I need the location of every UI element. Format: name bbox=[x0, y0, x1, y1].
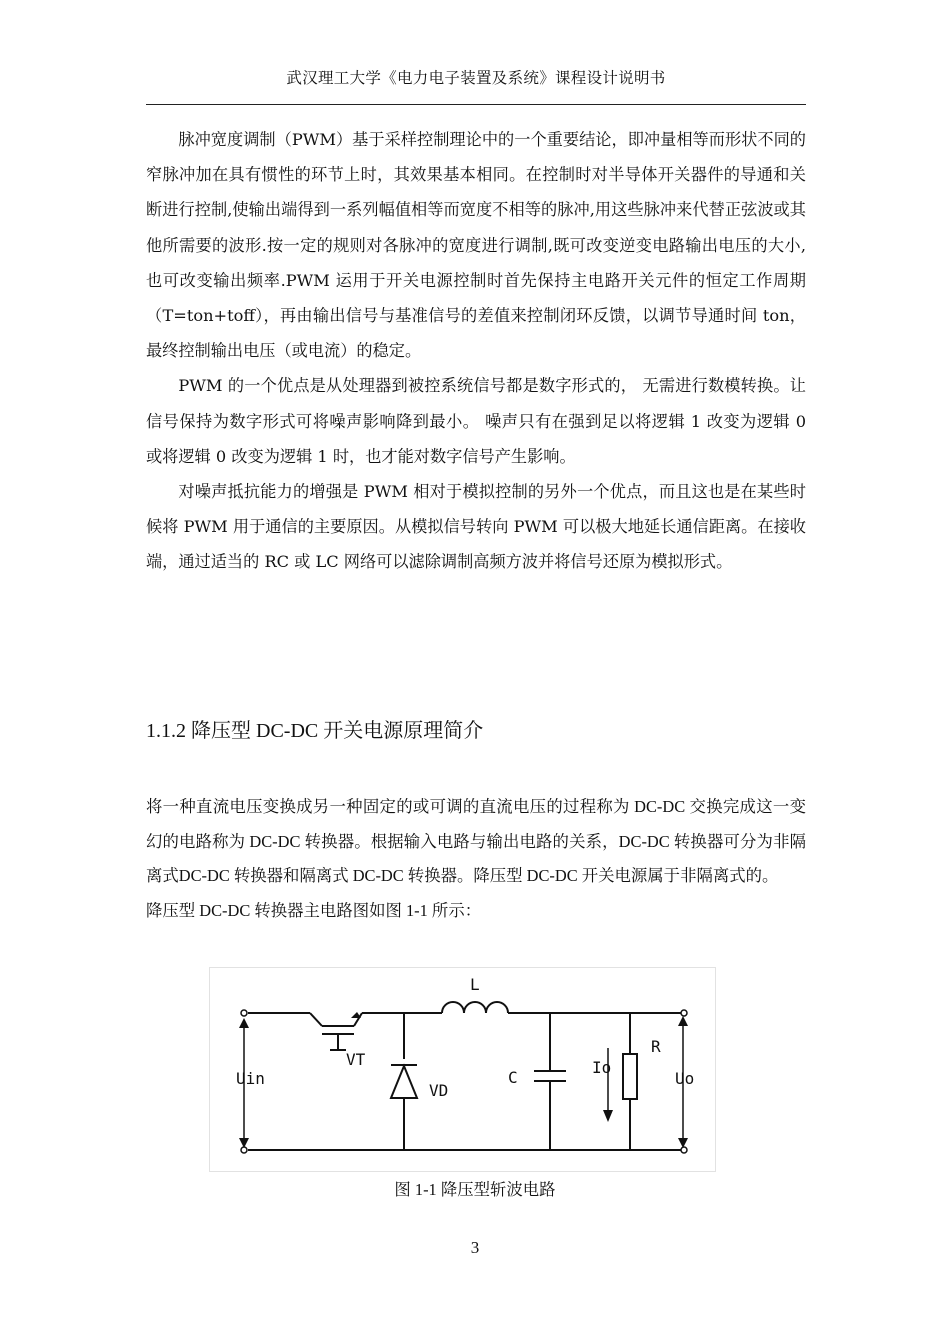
label-input-voltage: Uin bbox=[236, 1069, 265, 1088]
label-inductor: L bbox=[470, 975, 480, 994]
circuit-figure bbox=[209, 967, 716, 1172]
header-rule bbox=[146, 104, 806, 105]
label-capacitor: C bbox=[508, 1068, 518, 1087]
current-io-arrowhead bbox=[603, 1110, 613, 1122]
label-output-voltage: Uo bbox=[675, 1069, 695, 1088]
paragraph-pwm-intro: 脉冲宽度调制（PWM）基于采样控制理论中的一个重要结论，即冲量相等而形状不同的窄脉冲加在具有惯性的环节上时，其效果基本相同。在控制时对半导体开关器件的导通和关断进行控制,使输出端得到一系列幅值相等而宽度不相等的脉冲,用这些脉冲来代替正弦波或其他所需要的波形.按一定的规则对各脉冲的宽度进行调制,既可改变逆变电路输出电压的大小,也可改变输出频率.PWM 运用于开关电源控制时首先保持主电路开关元件的恒定工作周期（T=ton+toff），再由输出信号与基准信号的差值来控制闭环反馈，以调节导通时间 ton，最终控制输出电压（或电流）的稳定。 bbox=[146, 130, 806, 361]
buck-circuit-diagram bbox=[210, 968, 715, 1171]
paragraph-dcdc-intro: 将一种直流电压变换成另一种固定的或可调的直流电压的过程称为 DC-DC 交换完成这一变幻的电路称为 DC-DC 转换器。根据输入电路与输出电路的关系，DC-DC 转换器可分为非隔离式DC-DC 转换器和隔离式 DC-DC 转换器。降压型 DC-DC 开关电源属于非隔离式的。 bbox=[146, 797, 806, 886]
page-number: 3 bbox=[470, 1238, 480, 1257]
transistor-emitter-arrow bbox=[351, 1012, 361, 1018]
terminal-out-bottom bbox=[681, 1147, 687, 1153]
uin-arrowhead-top bbox=[239, 1018, 249, 1028]
paragraph-pwm-digital: PWM 的一个优点是从处理器到被控系统信号都是数字形式的， 无需进行数模转换。让信号保持为数字形式可将噪声影响降到最小。 噪声只有在强到足以将逻辑 1 改变为逻辑 0 或将逻辑 0 改变为逻辑 1 时，也才能对数字信号产生影响。 bbox=[146, 376, 806, 466]
paragraph-pwm-noise: 对噪声抵抗能力的增强是 PWM 相对于模拟控制的另外一个优点，而且这也是在某些时候将 PWM 用于通信的主要原因。从模拟信号转向 PWM 可以极大地延长通信距离。在接收端，通过适当的 RC 或 LC 网络可以滤除调制高频方波并将信号还原为模拟形式。 bbox=[146, 482, 806, 572]
section-body bbox=[146, 790, 806, 928]
label-current: Io bbox=[592, 1058, 612, 1077]
label-resistor: R bbox=[651, 1037, 661, 1056]
transistor-vt-symbol bbox=[310, 1013, 362, 1050]
paragraph-figure-ref: 降压型 DC-DC 转换器主电路图如图 1-1 所示： bbox=[146, 900, 482, 920]
label-transistor: VT bbox=[346, 1050, 366, 1069]
uin-arrowhead-bottom bbox=[239, 1138, 249, 1148]
section-heading: 1.1.2 降压型 DC-DC 开关电源原理简介 bbox=[146, 720, 484, 742]
page-header: 武汉理工大学《电力电子装置及系统》课程设计说明书 bbox=[286, 69, 666, 87]
inductor-l-symbol bbox=[442, 1002, 508, 1013]
body-text bbox=[146, 122, 806, 580]
figure-caption: 图 1-1 降压型斩波电路 bbox=[394, 1180, 556, 1199]
terminal-in-top bbox=[241, 1010, 247, 1016]
uo-arrowhead-bottom bbox=[678, 1138, 688, 1148]
resistor-r-symbol bbox=[623, 1054, 637, 1099]
label-diode: VD bbox=[429, 1081, 449, 1100]
diode-vd-symbol bbox=[391, 1065, 417, 1098]
uo-arrowhead-top bbox=[678, 1016, 688, 1026]
terminal-out-top bbox=[681, 1010, 687, 1016]
